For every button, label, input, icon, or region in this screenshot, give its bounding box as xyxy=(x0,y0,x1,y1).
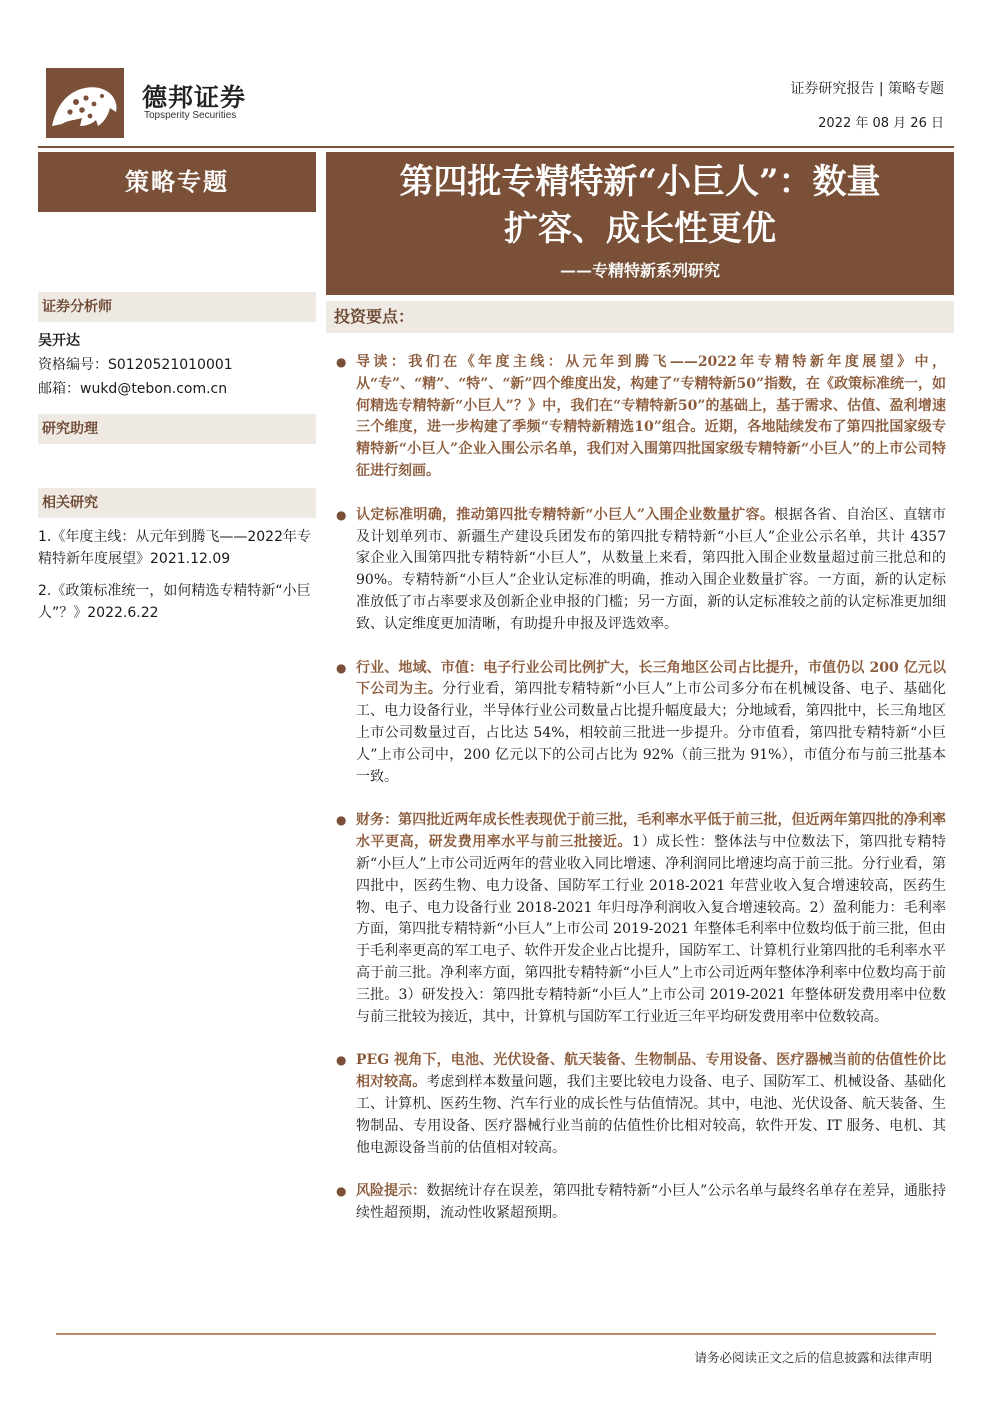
footer-divider xyxy=(56,1333,936,1335)
bullet-dot-icon: ● xyxy=(336,813,347,828)
subtitle: ——专精特新系列研究 xyxy=(559,261,720,280)
assistant-heading: 研究助理 xyxy=(38,414,316,444)
bullet-certification xyxy=(334,505,946,636)
bullet-dot-icon: ● xyxy=(336,1053,347,1068)
related-heading: 相关研究 xyxy=(38,488,316,518)
license-line xyxy=(38,354,316,374)
leopard-logo-icon xyxy=(46,68,124,138)
bullet-body: 分行业看，第四批专精特新“小巨人”上市公司多分布在机械设备、电子、基础化工、电力设备行业，半导体行业公司数量占比提升幅度最大；分地域看，第四批中，长三角地区上市公司数量过百，占比达 54%，相较前三批进一步提升。分市值看，第四批专精特新“小巨人”上市公司中，200 亿元以下的公司占比为 92%（前三批为 91%），市值分布与前三批基本一致。 xyxy=(356,681,947,785)
title-line-2: 扩容、成长性更优 xyxy=(504,209,776,249)
bullet-dot-icon: ● xyxy=(336,355,347,369)
bullet-body: 数据统计存在误差，第四批专精特新“小巨人”公示名单与最终名单存在差异，通胀持续性超预期，流动性收紧超预期。 xyxy=(356,1183,947,1222)
email-address[interactable]: wukd@tebon.com.cn xyxy=(80,381,228,397)
bullet-lead: 导读：我们在《年度主线：从元年到腾飞——2022年专精特新年度展望》中，从“专”、“精”、“特”、“新”四个维度出发，构建了“专精特新50”指数，在《政策标准统一，如何精选专精特新“小巨人”？》中，我们在“专精特新50”的基础上，基于需求、估值、盈利增速三个维度，进一步构建了季频“专精特新精选10”组合。近期，各地陆续发布了第四批国家级专精特新“小巨人”企业入围公示名单，我们对入围第四批国家级专精特新“小巨人”的上市公司特征进行刻画。 xyxy=(356,354,947,479)
report-date: 2022 年 08 月 26 日 xyxy=(818,116,944,131)
bullet-lead: 行业、地域、市值：电子行业公司比例扩大，长三角地区公司占比提升，市值仍以 200 亿元以下公司为主。 xyxy=(356,659,946,698)
license-number: S0120521010001 xyxy=(108,357,233,373)
brand-logo xyxy=(46,68,256,140)
bullet-dot-icon: ● xyxy=(336,1184,347,1199)
bullet-lead: 风险提示： xyxy=(356,1183,427,1200)
related-report-1[interactable]: 1.《年度主线：从元年到腾飞——2022年专精特新年度展望》2021.12.09 xyxy=(38,529,311,567)
analyst-name: 吴开达 xyxy=(38,333,80,349)
related-report-2[interactable]: 2.《政策标准统一，如何精选专精特新“小巨人”？》2022.6.22 xyxy=(38,583,311,621)
bullet-lead: 认定标准明确，推动第四批专精特新“小巨人”入围企业数量扩容。 xyxy=(356,506,775,523)
bullet-peg xyxy=(334,1050,946,1159)
email-label: 邮箱： xyxy=(38,381,80,397)
bullet-financials xyxy=(334,810,946,1028)
email-line xyxy=(38,378,316,398)
title-line-1: 第四批专精特新“小巨人”：数量 xyxy=(399,162,881,202)
footer-disclaimer: 请务必阅读正文之后的信息披露和法律声明 xyxy=(694,1350,932,1365)
header-divider xyxy=(38,146,954,148)
bullet-body: 根据各省、自治区、直辖市及计划单列市、新疆生产建设兵团发布的第四批专精特新“小巨人”企业公示名单，共计 4357 家企业入围第四批专精特新“小巨人”，从数量上来看，第四批入围企业数量超过前三批总和的 90%。专精特新“小巨人”企业认定标准的明确，推动入围企业数量扩容。一方面，新的认定标准放低了市占率要求及创新企业申报的门槛；另一方面，新的认定标准较之前的认定标准更加细致、认定维度更加清晰，有助提升申报及评选效率。 xyxy=(356,506,947,632)
investment-highlights-heading: 投资要点： xyxy=(326,301,954,333)
bullet-lead: PEG 视角下，电池、光伏设备、航天装备、生物制品、专用设备、医疗器械当前的估值性价比相对较高。 xyxy=(356,1052,946,1091)
report-meta xyxy=(790,78,944,131)
bullet-body: 考虑到样本数量问题，我们主要比较电力设备、电子、国防军工、机械设备、基础化工、计算机、医药生物、汽车行业的成长性与估值情况。其中，电池、光伏设备、航天装备、生物制品、专用设备、医疗器械行业当前的估值性价比相对较高，软件开发、IT 服务、电机、其他电源设备当前的估值相对较高。 xyxy=(356,1074,947,1156)
bullet-dot-icon: ● xyxy=(336,660,347,675)
bullet-industry-region xyxy=(334,658,946,789)
license-label: 资格编号： xyxy=(38,357,108,373)
logo-chinese-name: 德邦证券 xyxy=(142,83,247,112)
bullet-dot-icon: ● xyxy=(336,507,347,522)
bullet-risk xyxy=(334,1181,946,1225)
bullet-lead: 财务：第四批近两年成长性表现优于前三批，毛利率水平低于前三批，但近两年第四批的净利率水平更高，研发费用率水平与前三批接近。 xyxy=(356,812,946,851)
category-ribbon: 策略专题 xyxy=(38,152,316,212)
logo-english-name: Topsperity Securities xyxy=(144,110,237,121)
investment-highlights xyxy=(334,352,946,1247)
sidebar xyxy=(38,152,316,624)
bullet-body: 1）成长性：整体法与中位数法下，第四批专精特新“小巨人”上市公司近两年的营业收入同比增速、净利润同比增速均高于前三批。分行业看，第四批中，医药生物、电力设备、国防军工行业 2018-2021 年营业收入复合增速较高，医药生物、电子、电力设备行业 2018-2021 年归母净利润收入复合增速较高。2）盈利能力：毛利率方面，第四批专精特新“小巨人”上市公司 2019-2021 年整体毛利率中位数均低于前三批，但由于毛利率更高的军工电子、软件开发企业占比提升，国防军工、计算机行业第四批的毛利率水平高于前三批。净利率方面，第四批专精特新“小巨人”上市公司近两年整体净利率中位数均高于前三批。3）研发投入：第四批专精特新“小巨人”上市公司 2019-2021 年整体研发费用率中位数与前三批较为接近，其中，计算机与国防军工行业近三年平均研发费用率中位数较高。 xyxy=(356,834,947,1025)
analyst-heading: 证券分析师 xyxy=(38,292,316,322)
bullet-intro xyxy=(334,352,946,483)
report-type: 证券研究报告 | 策略专题 xyxy=(790,81,944,97)
title-banner xyxy=(326,152,954,295)
